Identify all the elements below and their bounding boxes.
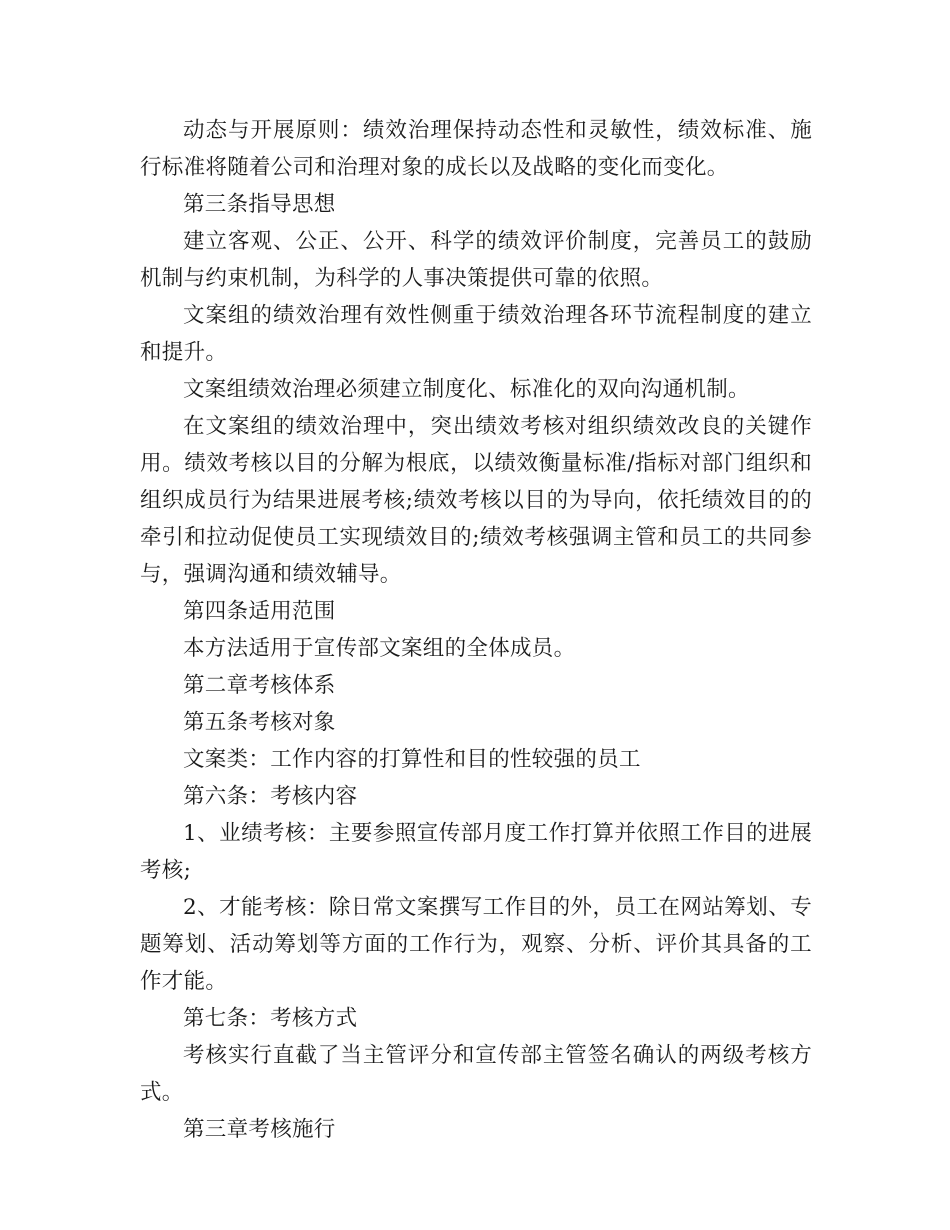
paragraph-scope: 本方法适用于宣传部文案组的全体成员。: [183, 636, 576, 661]
heading-chapter-2: 第二章考核体系: [183, 673, 336, 698]
paragraph-principle-dynamic: 动态与开展原则：绩效治理保持动态性和灵敏性，绩效标准、施行标准将随着公司和治理对象的成长以及战略的变化而变化。: [140, 118, 812, 180]
heading-article-6: 第六条：考核内容: [183, 784, 358, 809]
paragraph-assessment-target: 文案类：工作内容的打算性和目的性较强的员工: [183, 747, 641, 772]
paragraph-effectiveness: 文案组的绩效治理有效性侧重于绩效治理各环节流程制度的建立和提升。: [140, 303, 812, 365]
heading-chapter-3: 第三章考核施行: [183, 1117, 336, 1142]
heading-article-4: 第四条适用范围: [183, 599, 336, 624]
document-body: [140, 112, 812, 1148]
paragraph-assessment-role: 在文案组的绩效治理中，突出绩效考核对组织绩效改良的关键作用。绩效考核以目的分解为根底，以绩效衡量标准/指标对部门组织和组织成员行为结果进展考核;绩效考核以目的为导向，依托绩效目的的牵引和拉动促使员工实现绩效目的;绩效考核强调主管和员工的共同参与，强调沟通和绩效辅导。: [140, 414, 812, 587]
paragraph-performance-assessment: 1、业绩考核：主要参照宣传部月度工作打算并依照工作目的进展考核;: [140, 821, 812, 883]
heading-article-3: 第三条指导思想: [183, 192, 336, 217]
paragraph-guiding-idea: 建立客观、公正、公开、科学的绩效评价制度，完善员工的鼓励机制与约束机制，为科学的人事决策提供可靠的依照。: [140, 229, 812, 291]
paragraph-ability-assessment: 2、才能考核：除日常文案撰写工作目的外，员工在网站筹划、专题筹划、活动筹划等方面的工作行为，观察、分析、评价其具备的工作才能。: [140, 895, 812, 994]
heading-article-7: 第七条：考核方式: [183, 1006, 358, 1031]
heading-article-5: 第五条考核对象: [183, 710, 336, 735]
paragraph-assessment-method: 考核实行直截了当主管评分和宣传部主管签名确认的两级考核方式。: [140, 1043, 812, 1105]
paragraph-communication: 文案组绩效治理必须建立制度化、标准化的双向沟通机制。: [183, 377, 750, 402]
